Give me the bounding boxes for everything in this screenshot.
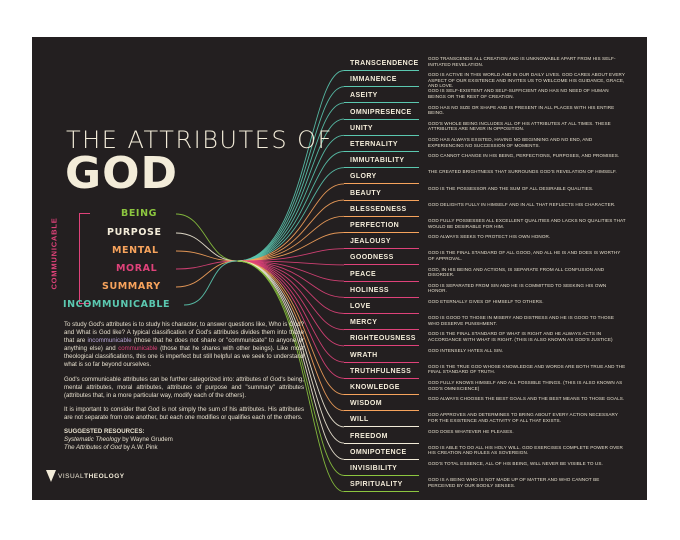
attribute-name: ETERNALITY bbox=[350, 141, 398, 148]
attribute-description: GOD IS THE FINAL STANDARD OF WHAT IS RIGHT AND HE ALWAYS ACTS IN ACCORDANCE WITH WHAT IS RIGHT. (THIS IS ALSO KNOWN AS GOD'S JUSTICE) bbox=[428, 331, 613, 342]
attribute-description: GOD TRANSCENDS ALL CREATION AND IS UNKNOWABLE APART FROM HIS SELF-INITIATED REVELATION. bbox=[428, 56, 616, 67]
intro-paragraph-1 bbox=[64, 321, 304, 370]
attribute-underline bbox=[344, 362, 419, 363]
attribute-description: GOD HAS NO SIZE OR SHAPE AND IS PRESENT IN ALL PLACES WITH HIS ENTIRE BEING. bbox=[428, 104, 615, 116]
attribute-description: GOD'S WHOLE BEING INCLUDES ALL OF HIS ATTRIBUTES AT ALL TIMES. THESE ATTRIBUTES ARE NEVER IN OPPOSITION. bbox=[428, 120, 611, 132]
poster bbox=[32, 37, 647, 500]
attribute-name: GLORY bbox=[350, 173, 377, 181]
resource-1-author: by Wayne Grudem bbox=[120, 436, 173, 444]
attribute-underline bbox=[344, 443, 419, 444]
attribute-underline bbox=[344, 183, 419, 184]
attribute-name: WISDOM bbox=[350, 400, 382, 408]
intro-p1-c: (those that he shares with other beings). Like most theological classifications, this one is imperfect but still helpful as we seek to understand what is so far beyond ourselves. bbox=[64, 345, 304, 369]
category-purpose: PURPOSE bbox=[107, 227, 162, 238]
intro-paragraph-2: God's communicable attributes can be further categorized into: attributes of God's being, mental attributes, moral attributes, attributes of purpose and "summary" attributes (attributes that, in a more particular way, modify each of the others). bbox=[64, 375, 304, 399]
attribute-name: TRANSCENDENCE bbox=[350, 60, 419, 67]
resource-1 bbox=[64, 436, 304, 444]
attribute-connector bbox=[237, 71, 344, 262]
attribute-description: GOD FULLY KNOWS HIMSELF AND ALL POSSIBLE THINGS. (THIS IS ALSO KNOWN AS GOD'S OMNISCIENCE) bbox=[428, 380, 623, 391]
attribute-underline bbox=[344, 102, 419, 103]
attribute-name: TRUTHFULNESS bbox=[350, 367, 412, 375]
resource-1-title: Systematic Theology bbox=[64, 436, 121, 444]
attribute-underline bbox=[344, 264, 419, 265]
attribute-description: GOD IS SEPARATED FROM SIN AND HE IS COMMITTED TO SEEKING HIS OWN HONOR. bbox=[428, 282, 607, 294]
attribute-underline bbox=[344, 216, 419, 217]
attribute-underline bbox=[344, 167, 419, 168]
attribute-name: JEALOUSY bbox=[350, 238, 391, 246]
intro-text bbox=[64, 321, 304, 452]
attribute-description: GOD'S TOTAL ESSENCE, ALL OF HIS BEING, WILL NEVER BE VISIBLE TO US. bbox=[428, 461, 603, 466]
attribute-underline bbox=[344, 281, 419, 282]
attribute-underline bbox=[344, 151, 419, 152]
attribute-name: UNITY bbox=[350, 124, 373, 132]
visual-theology-logo bbox=[46, 470, 125, 482]
attribute-description: GOD CANNOT CHANGE IN HIS BEING, PERFECTIONS, PURPOSES, AND PROMISES. bbox=[428, 153, 620, 159]
attribute-description: GOD IS THE FINAL STANDARD OF ALL GOOD, AND ALL HE IS AND DOES IS WORTHY OF APPROVAL. bbox=[428, 250, 621, 261]
attribute-name: BLESSEDNESS bbox=[350, 205, 407, 213]
category-connector bbox=[176, 214, 237, 261]
attribute-description: GOD IS A BEING WHO IS NOT MADE UP OF MATTER AND WHO CANNOT BE PERCEIVED BY OUR BODILY SENSES. bbox=[428, 477, 600, 488]
resources bbox=[64, 428, 304, 452]
attribute-name: LOVE bbox=[350, 303, 371, 310]
attribute-underline bbox=[344, 426, 419, 427]
attribute-name: KNOWLEDGE bbox=[350, 384, 400, 391]
logo-text-a: VISUAL bbox=[58, 472, 85, 480]
attribute-underline bbox=[344, 394, 419, 395]
attribute-description: GOD IS ABLE TO DO ALL HIS HOLY WILL. GOD EXERCISES COMPLETE POWER OVER HIS CREATION AND RULES AS SOVEREIGN. bbox=[428, 444, 623, 456]
communicable-bracket bbox=[79, 213, 90, 304]
intro-p1-b: (those that he does not share or "communicate" to anyone or anything else) and bbox=[64, 337, 305, 353]
attribute-name: INVISIBILITY bbox=[350, 465, 398, 472]
attribute-underline bbox=[344, 248, 419, 249]
attribute-underline bbox=[344, 345, 419, 346]
title-line1: THE ATTRIBUTES OF bbox=[66, 126, 333, 154]
attribute-underline bbox=[344, 135, 419, 136]
attribute-description: GOD FULLY POSSESSES ALL EXCELLENT QUALITIES AND LACKS NO QUALITIES THAT WOULD BE DESIRABLE FOR HIM. bbox=[428, 218, 626, 229]
attribute-name: IMMANENCE bbox=[350, 76, 397, 84]
resource-2-author: by A.W. Pink bbox=[121, 444, 158, 452]
attribute-description: GOD ALWAYS SEEKS TO PROTECT HIS OWN HONOR. bbox=[428, 234, 551, 240]
logo-text bbox=[58, 473, 125, 480]
attribute-name: OMNIPOTENCE bbox=[350, 448, 407, 456]
category-being: BEING bbox=[121, 208, 158, 219]
attribute-description: GOD ETERNALLY GIVES OF HIMSELF TO OTHERS. bbox=[428, 299, 544, 304]
attribute-name: PEACE bbox=[350, 270, 377, 278]
attribute-description: GOD IS THE POSSESSOR AND THE SUM OF ALL DESIRABLE QUALITIES. bbox=[428, 185, 594, 191]
resources-title: SUGGESTED RESOURCES: bbox=[64, 428, 145, 436]
attribute-name: WRATH bbox=[350, 351, 378, 359]
attribute-description: GOD IS ACTIVE IN THIS WORLD AND IN OUR DAILY LIVES. GOD CARES ABOUT EVERY ASPECT OF OUR EXISTENCE AND INVITES US TO WELCOME HIS GUIDANCE, GRACE, AND LOVE. bbox=[428, 72, 625, 89]
attribute-underline bbox=[344, 410, 419, 411]
attribute-underline bbox=[344, 297, 419, 298]
attribute-description: GOD IS THE TRUE GOD WHOSE KNOWLEDGE AND WORDS ARE BOTH TRUE AND THE FINAL STANDARD OF TRUTH. bbox=[428, 363, 626, 375]
attribute-name: PERFECTION bbox=[350, 222, 400, 229]
attribute-name: BEAUTY bbox=[350, 189, 382, 197]
attribute-underline bbox=[344, 119, 419, 120]
attribute-underline bbox=[344, 329, 419, 330]
intro-p1-communicable: communicable bbox=[118, 345, 158, 353]
attribute-name: OMNIPRESENCE bbox=[350, 108, 412, 116]
category-mental: MENTAL bbox=[112, 245, 159, 256]
attribute-description: GOD APPROVES AND DETERMINES TO BRING ABOUT EVERY ACTION NECESSARY FOR THE EXISTENCE AND ACTIVITY OF ALL THAT EXISTS. bbox=[428, 412, 618, 423]
intro-p1-incommunicable: incommunicable bbox=[87, 337, 132, 345]
attribute-name: GOODNESS bbox=[350, 254, 394, 262]
communicable-label: COMMUNICABLE bbox=[49, 217, 59, 290]
logo-text-b: THEOLOGY bbox=[84, 472, 125, 480]
attribute-name: WILL bbox=[350, 416, 369, 424]
intro-paragraph-3: It is important to consider that God is not simply the sum of his attributes. His attributes are not separate from one another, but each one modifies or qualifies each of the others. bbox=[64, 405, 304, 421]
attribute-spirituality bbox=[338, 477, 638, 498]
category-incommunicable: INCOMMUNICABLE bbox=[63, 299, 171, 310]
intro-p1-a: To study God's attributes is to study his character, to answer questions like, Who is God? and What is God like? A typical classification of God's attributes divides them into those that are bbox=[64, 321, 304, 345]
attribute-name: SPIRITUALITY bbox=[350, 481, 403, 489]
attribute-underline bbox=[344, 232, 419, 233]
attribute-name: IMMUTABILITY bbox=[350, 157, 405, 165]
attribute-underline bbox=[344, 86, 419, 87]
attribute-connector bbox=[237, 261, 344, 314]
attribute-description: GOD IS SELF-EXISTENT AND SELF-SUFFICIENT AND HAS NO NEED OF HUMAN BEINGS OR THE REST OF CREATION. bbox=[428, 88, 609, 99]
attribute-description: THE CREATED BRIGHTNESS THAT SURROUNDS GOD'S REVELATION OF HIMSELF. bbox=[428, 169, 617, 175]
attribute-description: GOD HAS ALWAYS EXISTED, HAVING NO BEGINNING AND NO END, AND EXPERIENCING NO SUCCESSION OF MOMENTS. bbox=[428, 137, 593, 148]
attribute-underline bbox=[344, 475, 419, 476]
attribute-description: GOD, IN HIS BEING AND ACTIONS, IS SEPARATE FROM ALL CONFUSION AND DISORDER. bbox=[428, 266, 605, 278]
attribute-underline bbox=[344, 313, 419, 314]
attribute-name: ASEITY bbox=[350, 92, 378, 100]
attribute-connector bbox=[237, 135, 344, 261]
attribute-description: GOD DOES WHATEVER HE PLEASES. bbox=[428, 428, 514, 434]
attribute-underline bbox=[344, 70, 419, 71]
category-summary: SUMMARY bbox=[102, 281, 161, 292]
title-line2: GOD bbox=[65, 148, 179, 199]
attribute-name: MERCY bbox=[350, 319, 378, 327]
attribute-underline bbox=[344, 459, 419, 460]
attribute-connector bbox=[237, 184, 344, 261]
attribute-underline bbox=[344, 200, 419, 201]
attribute-name: HOLINESS bbox=[350, 286, 389, 294]
attribute-description: GOD DELIGHTS FULLY IN HIMSELF AND IN ALL THAT REFLECTS HIS CHARACTER. bbox=[428, 201, 616, 207]
attribute-description: GOD IS GOOD TO THOSE IN MISERY AND DISTRESS AND HE IS GOOD TO THOSE WHO DESERVE PUNISHMENT. bbox=[428, 315, 614, 326]
attribute-description: GOD INTENSELY HATES ALL SIN. bbox=[428, 347, 504, 353]
attribute-description: GOD ALWAYS CHOOSES THE BEST GOALS AND THE BEST MEANS TO THOSE GOALS. bbox=[428, 396, 625, 402]
attribute-name: FREEDOM bbox=[350, 432, 388, 440]
resource-2-title: The Attributes of God bbox=[64, 444, 122, 452]
resource-2 bbox=[64, 444, 304, 452]
attribute-underline bbox=[344, 378, 419, 379]
category-moral: MORAL bbox=[116, 263, 158, 274]
attribute-name: RIGHTEOUSNESS bbox=[350, 335, 416, 343]
attribute-underline bbox=[344, 491, 419, 492]
logo-v-icon bbox=[46, 470, 56, 482]
